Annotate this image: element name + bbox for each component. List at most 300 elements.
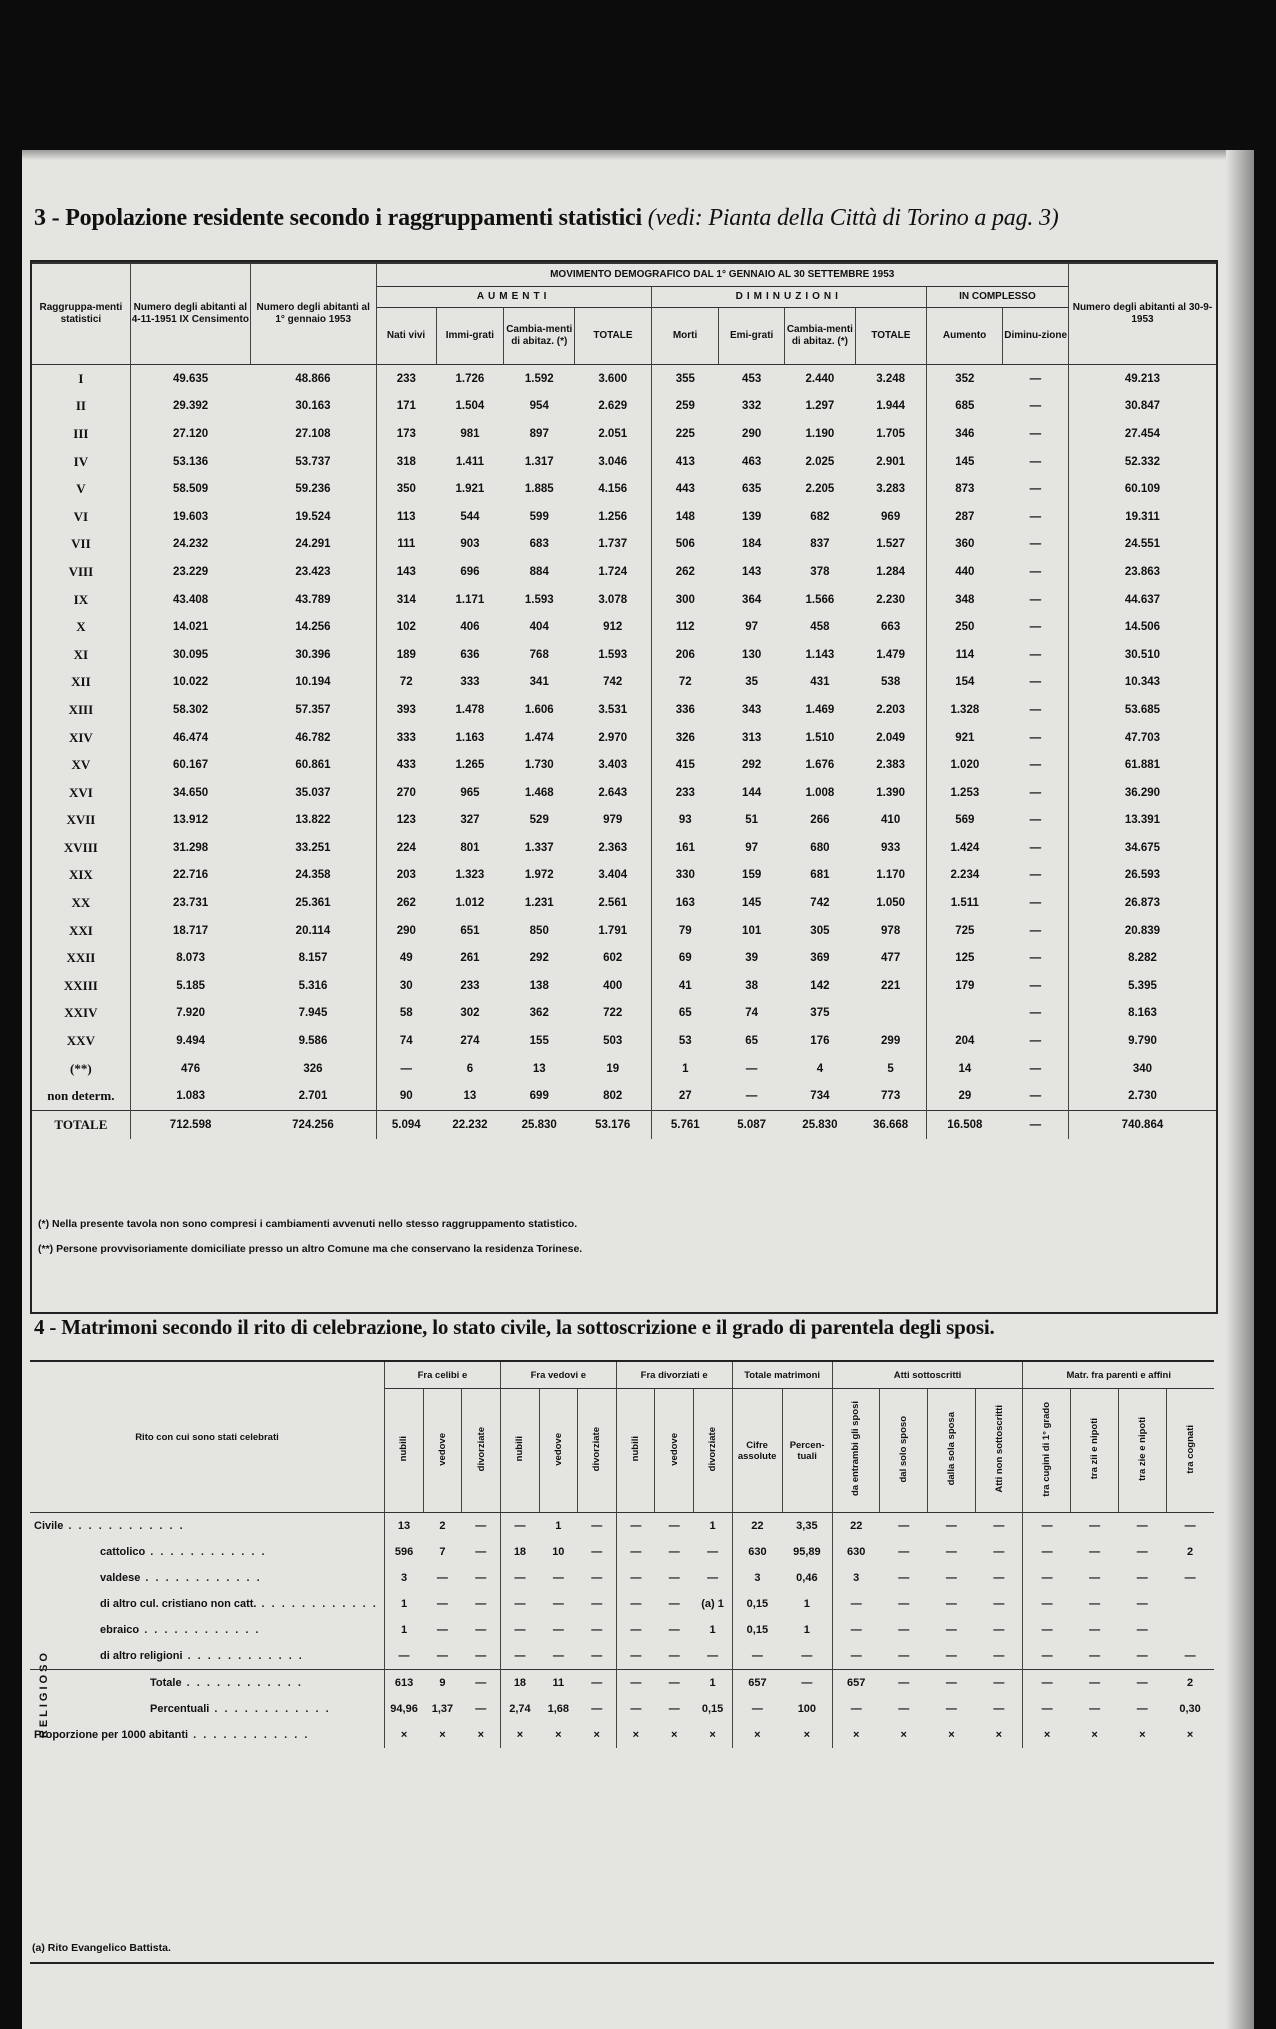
table-cell: 1 xyxy=(694,1670,733,1697)
table-cell: — xyxy=(578,1670,617,1697)
row-label: XIX xyxy=(32,862,130,890)
table-cell: 2.440 xyxy=(805,372,835,385)
table-cell: 681 xyxy=(810,869,830,882)
table-cell: 635 xyxy=(742,483,762,496)
table-cell: 2 xyxy=(439,1520,446,1532)
population-row xyxy=(32,696,1216,724)
table-cell: — xyxy=(898,1703,910,1715)
table-cell: — xyxy=(462,1696,501,1722)
table-cell: 35.037 xyxy=(250,779,376,807)
table-cell: — xyxy=(1089,1598,1101,1610)
table-cell: — xyxy=(514,1650,526,1662)
table-cell: 1 xyxy=(555,1520,562,1532)
row-label: XX xyxy=(32,889,130,917)
table-cell: — xyxy=(400,1062,413,1075)
leader-dots: . . . . . . . . . . . . xyxy=(182,1650,304,1662)
table-cell: 161 xyxy=(675,841,695,854)
leader-dots: . . . . . . . . . . . . xyxy=(188,1729,310,1741)
table-cell: 415 xyxy=(675,759,695,772)
table-cell: 24.358 xyxy=(250,862,376,890)
table-cell: 332 xyxy=(742,400,762,413)
header-divorziate-3: divorziate xyxy=(707,1426,719,1472)
table-cell: 477 xyxy=(855,944,926,972)
table-cell: 326 xyxy=(250,1055,376,1083)
table-cell: 14.021 xyxy=(173,621,209,634)
table-cell: 46.782 xyxy=(250,724,376,752)
table-cell: 1.511 xyxy=(950,897,979,910)
table-cell: — xyxy=(462,1617,501,1643)
row-label: VII xyxy=(32,531,130,559)
table-cell: — xyxy=(630,1546,642,1558)
population-row xyxy=(32,889,1216,917)
table-cell: — xyxy=(436,1624,448,1636)
table-cell: 1.592 xyxy=(524,372,554,385)
marriage-row xyxy=(30,1617,1214,1643)
table-cell: — xyxy=(694,1565,733,1591)
table-cell: — xyxy=(898,1572,910,1584)
table-cell: 30.095 xyxy=(173,648,209,661)
table-cell: 101 xyxy=(742,924,762,937)
table-cell: 292 xyxy=(742,759,762,772)
header-dalla-sola: dalla sola sposa xyxy=(945,1412,957,1486)
table-cell: — xyxy=(630,1677,642,1689)
row-label: XIII xyxy=(32,696,130,724)
table-cell: × xyxy=(900,1729,907,1741)
table-cell: 13 xyxy=(532,1062,546,1075)
table-cell: 145 xyxy=(742,897,762,910)
table-cell: — xyxy=(1003,944,1069,972)
header-diminuzioni: DIMINUZIONI xyxy=(651,287,926,308)
marriage-row xyxy=(30,1643,1214,1670)
table-cell: — xyxy=(1136,1650,1148,1662)
table-cell: — xyxy=(462,1565,501,1591)
table-cell: — xyxy=(1003,1027,1069,1055)
table-cell: — xyxy=(1003,448,1069,476)
table-cell: 20.114 xyxy=(250,917,376,945)
table-cell: 884 xyxy=(529,565,549,578)
table-cell: 346 xyxy=(955,427,975,440)
table-cell xyxy=(926,1000,1002,1028)
table-cell: 440 xyxy=(955,565,975,578)
header-jan: Numero degli abitanti al 1° gennaio 1953 xyxy=(250,263,376,365)
table-cell: 443 xyxy=(675,483,695,496)
table-cell: 3.078 xyxy=(575,586,651,614)
table-cell: 29 xyxy=(958,1090,972,1103)
table-cell: 13 xyxy=(463,1090,477,1103)
table-cell: — xyxy=(668,1546,680,1558)
table-cell: 2.561 xyxy=(575,889,651,917)
header-vedove-2: vedove xyxy=(552,1432,564,1466)
table-cell: 8.073 xyxy=(176,952,205,965)
table-cell: 1.566 xyxy=(805,593,835,606)
table-cell: 2 xyxy=(1187,1546,1194,1558)
table-cell: — xyxy=(1041,1598,1053,1610)
table-cell: 163 xyxy=(675,897,695,910)
table-cell: 90 xyxy=(399,1090,413,1103)
row-label: cattolico xyxy=(100,1546,146,1558)
table-cell: 7.945 xyxy=(250,1000,376,1028)
footnote-2: (**) Persone provvisoriamente domiciliate presso un altro Comune ma che conservano la residenza Torinese. xyxy=(38,1243,583,1255)
table-cell: 1.083 xyxy=(176,1090,205,1103)
table-cell: 5.185 xyxy=(176,979,205,992)
table-cell: 313 xyxy=(742,731,762,744)
table-cell: 1.737 xyxy=(575,531,651,559)
table-cell: 39 xyxy=(745,952,759,965)
table-cell: 60.167 xyxy=(173,759,209,772)
table-cell: 48.866 xyxy=(250,365,376,393)
table-cell: × xyxy=(694,1722,733,1748)
header-nati: Nati vivi xyxy=(376,308,436,365)
table-cell: × xyxy=(782,1722,832,1748)
table-cell: — xyxy=(1003,365,1069,393)
table-cell: 125 xyxy=(955,952,975,965)
table-cell: 1.253 xyxy=(950,786,980,799)
table-cell: 2.230 xyxy=(855,586,926,614)
row-label: XIV xyxy=(32,724,130,752)
table-cell: 43.789 xyxy=(250,586,376,614)
population-row xyxy=(32,862,1216,890)
table-cell: 400 xyxy=(575,972,651,1000)
table-cell: — xyxy=(850,1598,862,1610)
table-cell: — xyxy=(1041,1650,1053,1662)
table-cell: 3 xyxy=(853,1572,860,1584)
section4-title: 4 - Matrimoni secondo il rito di celebrazione, lo stato civile, la sottoscrizione e il grado di parentela degli sposi. xyxy=(34,1315,995,1339)
table-cell: — xyxy=(1089,1624,1101,1636)
row-label: Civile xyxy=(34,1520,64,1532)
table-cell: 13 xyxy=(397,1520,411,1532)
header-diminuzione: Diminu-zione xyxy=(1003,308,1069,365)
table-cell: 262 xyxy=(396,897,416,910)
table-cell: 0,15 xyxy=(694,1696,733,1722)
table-cell: 1.265 xyxy=(455,759,485,772)
table-cell: 850 xyxy=(529,924,549,937)
table-cell: 1.676 xyxy=(805,759,835,772)
table-cell: 44.637 xyxy=(1124,593,1161,606)
row-label: XVIII xyxy=(32,834,130,862)
table-cell: 112 xyxy=(676,621,695,634)
table-cell: 378 xyxy=(810,565,830,578)
table-cell: 143 xyxy=(396,565,416,578)
population-row xyxy=(32,1000,1216,1028)
table-cell: 355 xyxy=(675,372,695,385)
table-cell: 340 xyxy=(1132,1062,1153,1075)
table-cell: 58 xyxy=(399,1007,413,1020)
header-morti: Morti xyxy=(651,308,719,365)
table-cell: 184 xyxy=(742,538,762,551)
table-cell: 1 xyxy=(694,1617,733,1643)
table-cell: 538 xyxy=(855,669,926,697)
table-cell: 206 xyxy=(675,648,695,661)
population-row xyxy=(32,669,1216,697)
table-cell: — xyxy=(630,1572,642,1584)
table-cell: 225 xyxy=(675,427,695,440)
table-cell: — xyxy=(745,1090,758,1103)
table-cell: — xyxy=(1003,503,1069,531)
table-cell: — xyxy=(436,1572,448,1584)
table-cell: — xyxy=(1041,1703,1053,1715)
table-cell: 2.049 xyxy=(855,724,926,752)
table-cell: 79 xyxy=(678,924,692,937)
row-label: di altro cul. cristiano non catt. xyxy=(100,1598,257,1610)
table-cell: — xyxy=(1136,1598,1148,1610)
population-row xyxy=(32,724,1216,752)
table-cell: 30.847 xyxy=(1124,400,1161,413)
table-cell: 114 xyxy=(955,648,975,661)
table-cell: — xyxy=(1136,1624,1148,1636)
table-cell: 410 xyxy=(855,807,926,835)
row-label: XVII xyxy=(32,807,130,835)
population-row xyxy=(32,834,1216,862)
table-cell: 1.171 xyxy=(455,593,485,606)
header-group: Raggruppa-menti statistici xyxy=(32,263,130,365)
table-cell: 305 xyxy=(810,924,830,937)
table-cell: 142 xyxy=(810,979,830,992)
table-cell: 155 xyxy=(529,1035,549,1048)
table-cell: 1.606 xyxy=(524,703,554,716)
table-cell: — xyxy=(945,1703,957,1715)
table-cell: 8.163 xyxy=(1128,1007,1157,1020)
table-cell: 3.531 xyxy=(575,696,651,724)
table-cell: 2.363 xyxy=(575,834,651,862)
population-row xyxy=(32,944,1216,972)
table-cell: 13.912 xyxy=(173,814,209,827)
table-cell: — xyxy=(1003,531,1069,559)
table-cell: 314 xyxy=(396,593,416,606)
table-cell: 1.885 xyxy=(524,483,554,496)
table-cell: 699 xyxy=(529,1090,549,1103)
table-cell: — xyxy=(1089,1572,1101,1584)
table-cell: 636 xyxy=(460,648,480,661)
table-cell: 1.328 xyxy=(950,703,980,716)
table-cell: — xyxy=(668,1520,680,1532)
table-cell: — xyxy=(751,1650,763,1662)
table-cell: 233 xyxy=(675,786,695,799)
table-cell: 5 xyxy=(855,1055,926,1083)
table-cell: 6 xyxy=(466,1062,474,1075)
table-cell: — xyxy=(945,1520,957,1532)
table-cell: — xyxy=(898,1546,910,1558)
header-tra-zie: tra zie e nipoti xyxy=(1136,1417,1148,1481)
table-cell: 613 xyxy=(394,1677,414,1689)
header-vedove-3: vedove xyxy=(668,1432,680,1466)
table-cell: 19.311 xyxy=(1125,510,1160,523)
table-cell: 59.236 xyxy=(250,475,376,503)
table-cell: — xyxy=(1184,1520,1196,1532)
table-cell: 2.970 xyxy=(575,724,651,752)
population-row xyxy=(32,641,1216,669)
table-cell: 1.231 xyxy=(524,897,554,910)
table-cell: 773 xyxy=(855,1082,926,1110)
table-cell: 14.256 xyxy=(250,613,376,641)
table-cell: — xyxy=(578,1565,617,1591)
table-cell: 3 xyxy=(754,1572,761,1584)
table-cell: 348 xyxy=(955,593,975,606)
document-page xyxy=(22,150,1254,2029)
table-cell: — xyxy=(1003,1082,1069,1110)
table-cell: 0,46 xyxy=(782,1565,832,1591)
table-cell: 1 xyxy=(400,1598,408,1610)
table-cell: 266 xyxy=(810,814,830,827)
table-cell: — xyxy=(975,1539,1023,1565)
table-cell: 27.120 xyxy=(173,427,209,440)
table-cell: 58.302 xyxy=(173,703,209,716)
table-cell: 72 xyxy=(678,676,692,689)
table-cell: 1 xyxy=(694,1513,733,1540)
table-cell: 30.510 xyxy=(1124,648,1161,661)
section3-title xyxy=(34,205,1059,232)
table-cell: 27.454 xyxy=(1124,427,1161,440)
table-cell: 23.423 xyxy=(250,558,376,586)
marriage-row xyxy=(30,1670,1214,1697)
row-label: di altro religioni xyxy=(100,1650,183,1662)
table-cell: 4 xyxy=(816,1062,824,1075)
table-cell: × xyxy=(578,1722,617,1748)
row-label: III xyxy=(32,420,130,448)
table-cell: 74 xyxy=(399,1035,413,1048)
table-cell: 5.761 xyxy=(651,1111,719,1139)
table-cell: 11 xyxy=(552,1677,565,1689)
table-cell: — xyxy=(975,1565,1023,1591)
population-row xyxy=(32,586,1216,614)
table-cell: 768 xyxy=(529,648,549,661)
table-cell: × xyxy=(754,1729,761,1741)
table-cell: 544 xyxy=(460,510,480,523)
leader-dots: . . . . . . . . . . . . xyxy=(145,1546,267,1558)
table-cell: 8.157 xyxy=(250,944,376,972)
table-cell: — xyxy=(578,1591,617,1617)
table-cell: — xyxy=(578,1617,617,1643)
table-cell: — xyxy=(745,1062,758,1075)
table-cell: 159 xyxy=(742,869,762,882)
table-cell: 69 xyxy=(678,952,692,965)
header-celibi: Fra celibi e xyxy=(384,1362,500,1389)
header-rito: Rito con cui sono stati celebrati xyxy=(30,1362,384,1513)
table-cell: — xyxy=(850,1650,862,1662)
table-cell: — xyxy=(552,1572,564,1584)
table-cell: — xyxy=(462,1539,501,1565)
table-cell: — xyxy=(1003,393,1069,421)
table-cell: 7.920 xyxy=(176,1007,205,1020)
table-cell: 100 xyxy=(782,1696,832,1722)
table-cell: 233 xyxy=(396,372,416,385)
population-row xyxy=(32,1055,1216,1083)
table-cell: 300 xyxy=(675,593,695,606)
marriage-table-body xyxy=(30,1513,1214,1749)
table-cell: × xyxy=(1186,1729,1194,1741)
table-cell: — xyxy=(436,1650,448,1662)
table-cell: 1 xyxy=(400,1624,408,1636)
table-cell: 22.716 xyxy=(173,869,209,882)
table-cell: 299 xyxy=(855,1027,926,1055)
row-label: V xyxy=(32,475,130,503)
table-cell: — xyxy=(630,1650,642,1662)
population-row xyxy=(32,503,1216,531)
table-cell: — xyxy=(751,1703,763,1715)
table-cell: — xyxy=(694,1539,733,1565)
table-cell: — xyxy=(552,1598,564,1610)
table-cell: 1.478 xyxy=(455,703,485,716)
table-cell: 19 xyxy=(575,1055,651,1083)
table-cell: 5.094 xyxy=(376,1111,436,1139)
row-label: Totale xyxy=(150,1677,182,1689)
population-row xyxy=(32,1111,1216,1139)
table-cell: 74 xyxy=(745,1007,759,1020)
table-cell: 0,30 xyxy=(1179,1703,1201,1715)
table-cell: — xyxy=(1003,641,1069,669)
table-cell: 1,37 xyxy=(431,1703,454,1715)
table-cell: — xyxy=(945,1546,957,1558)
header-immigrati: Immi-grati xyxy=(436,308,504,365)
table-cell: 933 xyxy=(855,834,926,862)
table-cell: 375 xyxy=(810,1007,830,1020)
header-emigrati: Emi-grati xyxy=(719,308,785,365)
table-cell: 221 xyxy=(855,972,926,1000)
table-cell: 630 xyxy=(847,1546,866,1558)
table-cell: 148 xyxy=(675,510,695,523)
table-cell: 802 xyxy=(575,1082,651,1110)
table-cell: — xyxy=(975,1643,1023,1670)
population-row xyxy=(32,1082,1216,1110)
table-cell: 23.731 xyxy=(173,897,209,910)
table-cell: 330 xyxy=(675,869,695,882)
marriage-row xyxy=(30,1591,1214,1617)
table-cell: — xyxy=(1003,751,1069,779)
table-cell: × xyxy=(1139,1729,1146,1741)
row-label: IV xyxy=(32,448,130,476)
table-cell: 25.830 xyxy=(784,1111,855,1139)
table-cell: 3.283 xyxy=(855,475,926,503)
table-cell: 599 xyxy=(529,510,549,523)
header-vedove-1: vedove xyxy=(436,1432,448,1466)
header-complesso: IN COMPLESSO xyxy=(926,287,1068,308)
row-label: VI xyxy=(32,503,130,531)
table-cell: 53 xyxy=(678,1035,692,1048)
table-cell: — xyxy=(436,1598,448,1610)
table-cell: 46.474 xyxy=(173,731,209,744)
header-percent: Percen-tuali xyxy=(782,1389,832,1513)
marriage-row xyxy=(30,1565,1214,1591)
row-label: (**) xyxy=(32,1055,130,1083)
table-cell: 393 xyxy=(396,703,416,716)
table-cell: 2.730 xyxy=(1128,1090,1157,1103)
header-aumento: Aumento xyxy=(926,308,1002,365)
table-cell: — xyxy=(1136,1520,1148,1532)
table-cell: — xyxy=(975,1591,1023,1617)
table-cell: — xyxy=(514,1572,526,1584)
leader-dots: . . . . . . . . . . . . xyxy=(140,1572,262,1584)
marriage-row xyxy=(30,1539,1214,1565)
table-cell: 61.881 xyxy=(1124,759,1161,772)
table-cell: 1.724 xyxy=(575,558,651,586)
table-cell: 682 xyxy=(810,510,830,523)
table-cell: 33.251 xyxy=(250,834,376,862)
table-cell: 2.901 xyxy=(855,448,926,476)
table-cell: — xyxy=(945,1677,957,1689)
table-cell: 250 xyxy=(955,621,975,634)
table-cell: 333 xyxy=(460,676,480,689)
table-cell: — xyxy=(1184,1572,1196,1584)
table-cell: — xyxy=(1089,1546,1101,1558)
table-cell: 203 xyxy=(396,869,416,882)
population-table-body xyxy=(32,365,1216,1139)
table-cell: 274 xyxy=(460,1035,480,1048)
table-cell: × xyxy=(516,1729,524,1741)
table-cell: × xyxy=(1091,1729,1098,1741)
table-cell: 1.791 xyxy=(575,917,651,945)
table-cell: — xyxy=(668,1677,680,1689)
table-cell xyxy=(1166,1617,1214,1643)
header-divorziate-2: divorziate xyxy=(591,1426,603,1472)
